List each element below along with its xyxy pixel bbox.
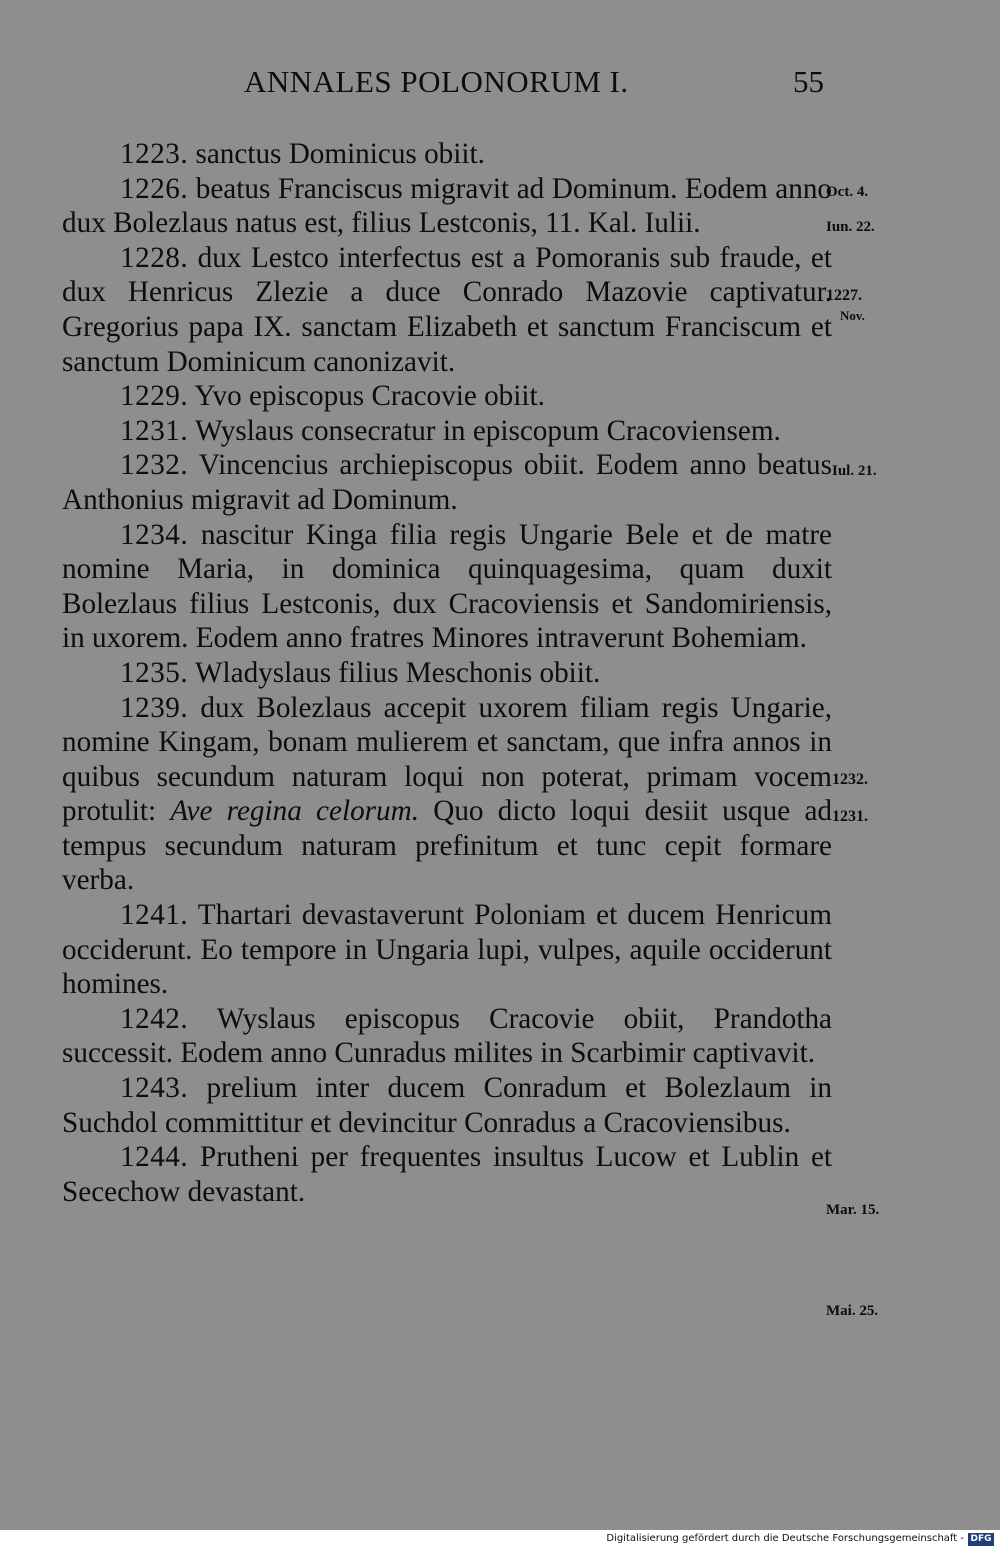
entry-text: Wyslaus consecratur in episcopum Cracoviensem. [194, 414, 781, 447]
entry-1228 [62, 241, 832, 379]
page-title: ANNALES POLONORUM I. [244, 64, 629, 99]
margin-note: Oct. 4. [826, 184, 869, 200]
entry-1235 [62, 656, 832, 691]
entry-text: dux Bolezlaus accepit uxorem filiam regis Ungarie, nomine Kingam, bonam mulierem et sanctam, que infra annos in quibus secundum naturam loqui non poterat, primam vocem protulit: [62, 691, 832, 828]
entry-year: 1234. [120, 518, 189, 551]
entry-text: sanctus Dominicus obiit. [195, 138, 485, 170]
entry-text: Wyslaus episcopus Cracovie obiit, Prandotha successit. Eodem anno Cunradus milites in Scarbimir captivavit. [62, 1002, 832, 1070]
entry-year: 1229. [120, 380, 189, 413]
entry-1234 [62, 518, 832, 656]
entry-text: Vincencius archiepiscopus obiit. Eodem anno beatus Anthonius migravit ad Dominum. [62, 449, 832, 516]
entry-text: nascitur Kinga filia regis Ungarie Bele et de matre nomine Maria, in dominica quinquagesima, quam duxit Bolezlaus filius Lestconis, dux Cracoviensis et Sandomiriensis, in uxorem. Eodem anno fratres Minores intraverunt Bohemiam. [62, 518, 833, 655]
entry-1239 [62, 691, 832, 899]
margin-note: 1232. [832, 771, 868, 788]
entry-year: 1231. [120, 414, 189, 447]
margin-note: Nov. [840, 308, 865, 323]
entry-year: 1232. [120, 449, 189, 482]
entry-year: 1243. [120, 1072, 189, 1105]
entry-1244 [62, 1140, 832, 1209]
digitization-footer [0, 1530, 1000, 1550]
funding-credit: Digitalisierung gefördert durch die Deutsche Forschungsgemeinschaft - [606, 1533, 964, 1544]
entry-text: Thartari devastaverunt Poloniam et ducem Henricum occiderunt. Eo tempore in Ungaria lupi, vulpes, aquile occiderunt homines. [62, 899, 832, 1001]
entry-year: 1241. [120, 899, 189, 932]
entry-year: 1242. [120, 1002, 189, 1035]
margin-note: 1231. [832, 808, 868, 825]
entry-italic-quote: Ave regina celorum. [170, 795, 419, 828]
page-number: 55 [793, 64, 824, 99]
entry-1241 [62, 898, 832, 1002]
entry-text: Yvo episcopus Cracovie obiit. [194, 380, 545, 413]
entry-year: 1223. [120, 138, 189, 170]
entry-1226 [62, 172, 832, 241]
margin-note: Mar. 15. [826, 1202, 880, 1218]
entry-1242 [62, 1002, 832, 1071]
margin-note: Iul. 21. [832, 463, 877, 479]
running-header [0, 64, 1000, 108]
entry-1232 [62, 448, 832, 517]
entry-1243 [62, 1071, 832, 1140]
entry-text: Wladyslaus filius Meschonis obiit. [194, 656, 601, 689]
entry-1229 [62, 379, 832, 414]
entry-text-continued: Quo dicto loqui desiit usque ad tempus secundum naturam prefinitum et tunc cepit formare verba. [62, 795, 832, 897]
margin-note: Iun. 22. [826, 219, 875, 235]
entry-text: Prutheni per frequentes insultus Lucow et Lublin et Secechow devastant. [62, 1141, 833, 1208]
margin-note: 1227. [826, 287, 862, 304]
entry-text: dux Lestco interfectus est a Pomoranis sub fraude, et dux Henricus Zlezie a duce Conrado Mazovie captivatur. Gregorius papa IX. sanctam Elizabeth et sanctum Franciscum et sanctum Dominicum canonizavit. [62, 241, 832, 378]
annal-text [62, 137, 832, 1209]
entry-year: 1239. [120, 691, 189, 724]
entry-year: 1244. [120, 1141, 189, 1174]
entry-text: prelium inter ducem Conradum et Bolezlaum in Suchdol committitur et devincitur Conradus a Cracoviensibus. [62, 1072, 833, 1139]
entry-year: 1228. [120, 241, 189, 274]
entry-text: beatus Franciscus migravit ad Dominum. Eodem anno dux Bolezlaus natus est, filius Lestconis, 11. Kal. Iulii. [62, 172, 833, 240]
margin-note: Mai. 25. [826, 1303, 879, 1319]
entry-1223 [62, 137, 832, 172]
entry-year: 1226. [120, 172, 189, 205]
dfg-logo: DFG [968, 1533, 994, 1546]
entry-year: 1235. [120, 656, 189, 689]
entry-1231 [62, 414, 832, 449]
